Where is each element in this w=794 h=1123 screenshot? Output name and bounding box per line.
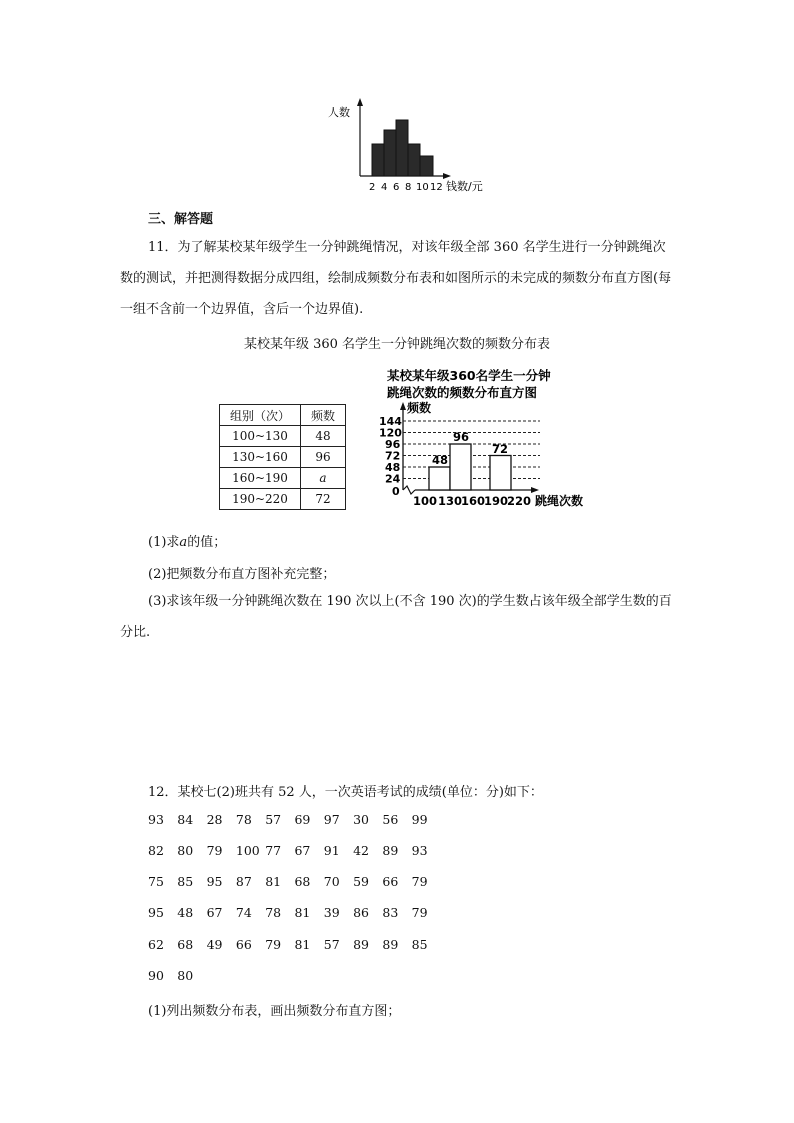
q12-score: 91 bbox=[323, 843, 340, 858]
q12-score: 82 bbox=[148, 843, 164, 858]
q12-score: 85 bbox=[411, 937, 428, 952]
q12-score: 86 bbox=[353, 905, 369, 920]
q12-score: 95 bbox=[206, 874, 223, 889]
q11-part3: (3)求该年级一分钟跳绳次数在 190 次以上(不含 190 次)的学生数占该年级全部学生数的百分比. bbox=[120, 594, 672, 640]
q12-score: 87 bbox=[235, 874, 252, 889]
q12-score-row bbox=[148, 843, 441, 858]
q11-part2: (2)把频数分布直方图补充完整； bbox=[148, 567, 336, 582]
q12-score: 84 bbox=[177, 812, 194, 827]
hist-bar-100-130 bbox=[429, 467, 450, 490]
hist-ytick: 48 bbox=[385, 461, 401, 474]
q12-score: 81 bbox=[294, 905, 311, 920]
table-header: 频数 bbox=[301, 405, 346, 426]
section-heading: 三、解答题 bbox=[148, 212, 214, 227]
table-cell: a bbox=[301, 468, 346, 489]
table-row bbox=[220, 468, 346, 489]
table-header: 组别（次） bbox=[220, 405, 301, 426]
q12-score: 100 bbox=[235, 843, 260, 858]
table-cell: 48 bbox=[301, 426, 346, 447]
q12-score: 66 bbox=[235, 937, 252, 952]
q12-score: 67 bbox=[294, 843, 311, 858]
table-cell: 96 bbox=[301, 447, 346, 468]
top-chart-tick: 10 bbox=[416, 182, 429, 193]
q12-score: 78 bbox=[235, 812, 252, 827]
q12-score: 39 bbox=[323, 905, 340, 920]
top-chart-tick: 4 bbox=[381, 182, 388, 193]
q12-score: 93 bbox=[411, 843, 428, 858]
top-chart-tick: 12 bbox=[430, 182, 443, 193]
top-bar bbox=[396, 120, 408, 176]
q12-score: 57 bbox=[265, 812, 282, 827]
q11-text: 11．为了解某校某年级学生一分钟跳绳情况，对该年级全部 360 名学生进行一分钟跳绳次数的测试，并把测得数据分成四组，绘制成频数分布表和如图所示的未完成的频数分布直方图(每一组不含前一个边界值，含后一个边界值). bbox=[120, 240, 672, 317]
q11-part1-pre: (1)求 bbox=[148, 535, 180, 550]
q12-score-row bbox=[148, 874, 441, 889]
q12-score-row bbox=[148, 937, 441, 952]
table-cell: 160~190 bbox=[220, 468, 301, 489]
hist-xtick: 100 bbox=[413, 494, 438, 508]
table-row bbox=[220, 489, 346, 510]
hist-xtick: 190 bbox=[484, 494, 509, 508]
q12-score: 79 bbox=[265, 937, 282, 952]
q12-score: 57 bbox=[323, 937, 340, 952]
x-axis-arrow bbox=[443, 173, 451, 179]
hist-ytick: 144 bbox=[379, 415, 402, 428]
q12-score-row bbox=[148, 812, 441, 827]
q12-score: 89 bbox=[382, 843, 399, 858]
q12-score: 48 bbox=[177, 905, 194, 920]
top-chart-tick: 8 bbox=[405, 182, 412, 193]
q12-score: 79 bbox=[206, 843, 223, 858]
q12-score: 99 bbox=[411, 812, 428, 827]
q12-score: 49 bbox=[206, 937, 223, 952]
table-row bbox=[220, 447, 346, 468]
q12-score: 78 bbox=[265, 905, 282, 920]
table-cell: 72 bbox=[301, 489, 346, 510]
q12-score: 79 bbox=[411, 905, 428, 920]
y-axis-arrow bbox=[357, 98, 363, 106]
q12-score: 75 bbox=[148, 874, 164, 889]
q12-score: 80 bbox=[177, 843, 194, 858]
q12-score: 90 bbox=[148, 968, 164, 983]
q11-table-title: 某校某年级 360 名学生一分钟跳绳次数的频数分布表 bbox=[243, 337, 551, 352]
q11-histogram bbox=[365, 364, 605, 514]
q12-score: 67 bbox=[206, 905, 223, 920]
q12-score: 56 bbox=[382, 812, 399, 827]
table-cell: 100~130 bbox=[220, 426, 301, 447]
q12-score: 95 bbox=[148, 905, 164, 920]
q12-score: 59 bbox=[353, 874, 369, 889]
top-bar bbox=[420, 156, 433, 176]
top-histogram bbox=[320, 96, 500, 196]
q12-score-row bbox=[148, 968, 207, 983]
hist-y-arrow bbox=[400, 402, 406, 410]
q12-score: 83 bbox=[382, 905, 399, 920]
table-header-row bbox=[220, 405, 346, 426]
q12-score: 80 bbox=[177, 968, 194, 983]
top-chart-tick: 2 bbox=[369, 182, 376, 193]
top-chart-xlabel: 钱数/元 bbox=[446, 180, 483, 193]
hist-ytick: 96 bbox=[385, 438, 401, 451]
top-chart-tick: 6 bbox=[393, 182, 400, 193]
q12-score: 89 bbox=[382, 937, 399, 952]
q12-score: 93 bbox=[148, 812, 164, 827]
hist-xtick: 130 bbox=[438, 494, 463, 508]
top-bar bbox=[384, 130, 396, 176]
q12-score: 81 bbox=[294, 937, 311, 952]
q12-score: 66 bbox=[382, 874, 399, 889]
hist-ylabel: 频数 bbox=[407, 401, 432, 415]
q11-part1-var: a bbox=[179, 535, 188, 550]
q12-score: 42 bbox=[353, 843, 369, 858]
q12-score: 68 bbox=[294, 874, 311, 889]
hist-ytick: 24 bbox=[385, 472, 401, 486]
hist-bar-190-220 bbox=[490, 456, 511, 491]
hist-xlabel: 跳绳次数 bbox=[535, 494, 584, 508]
top-bar bbox=[372, 144, 384, 176]
q12-score: 89 bbox=[353, 937, 369, 952]
hist-title-line1: 某校某年级360名学生一分钟 bbox=[387, 368, 551, 383]
hist-bar-label: 48 bbox=[432, 453, 449, 467]
q12-score-row bbox=[148, 905, 441, 920]
q12-score: 62 bbox=[148, 937, 164, 952]
hist-bar-label: 72 bbox=[492, 442, 509, 456]
q12-score: 77 bbox=[265, 843, 282, 858]
q12-score: 74 bbox=[235, 905, 252, 920]
table-row bbox=[220, 426, 346, 447]
q12-score: 81 bbox=[265, 874, 282, 889]
q12-score: 68 bbox=[177, 937, 194, 952]
q12-part1: (1)列出频数分布表，画出频数分布直方图； bbox=[148, 1004, 401, 1019]
table-cell: 190~220 bbox=[220, 489, 301, 510]
q12-score: 30 bbox=[353, 812, 369, 827]
table-cell: 130~160 bbox=[220, 447, 301, 468]
hist-bar-130-160 bbox=[450, 444, 471, 490]
top-bar bbox=[408, 144, 420, 176]
hist-bar-label: 96 bbox=[453, 430, 470, 444]
q12-score: 69 bbox=[294, 812, 311, 827]
hist-ytick: 120 bbox=[379, 426, 402, 440]
hist-xtick: 220 bbox=[507, 494, 532, 508]
hist-xtick: 160 bbox=[461, 494, 486, 508]
q12-score: 85 bbox=[177, 874, 194, 889]
hist-x-arrow bbox=[531, 487, 539, 493]
hist-x-axis-break bbox=[403, 486, 415, 494]
q11-part1 bbox=[148, 531, 226, 550]
hist-ytick: 0 bbox=[392, 485, 400, 498]
q12-score: 28 bbox=[206, 812, 223, 827]
hist-title-line2: 跳绳次数的频数分布直方图 bbox=[387, 385, 538, 400]
frequency-table bbox=[219, 404, 346, 510]
q12-score: 70 bbox=[323, 874, 340, 889]
q11-part1-post: 的值； bbox=[187, 535, 227, 550]
top-chart-ylabel: 人数 bbox=[328, 106, 350, 119]
q12-score: 79 bbox=[411, 874, 428, 889]
q12-score: 97 bbox=[323, 812, 340, 827]
hist-ytick: 72 bbox=[385, 449, 401, 463]
q12-text: 12．某校七(2)班共有 52 人，一次英语考试的成绩(单位：分)如下： bbox=[148, 785, 543, 800]
